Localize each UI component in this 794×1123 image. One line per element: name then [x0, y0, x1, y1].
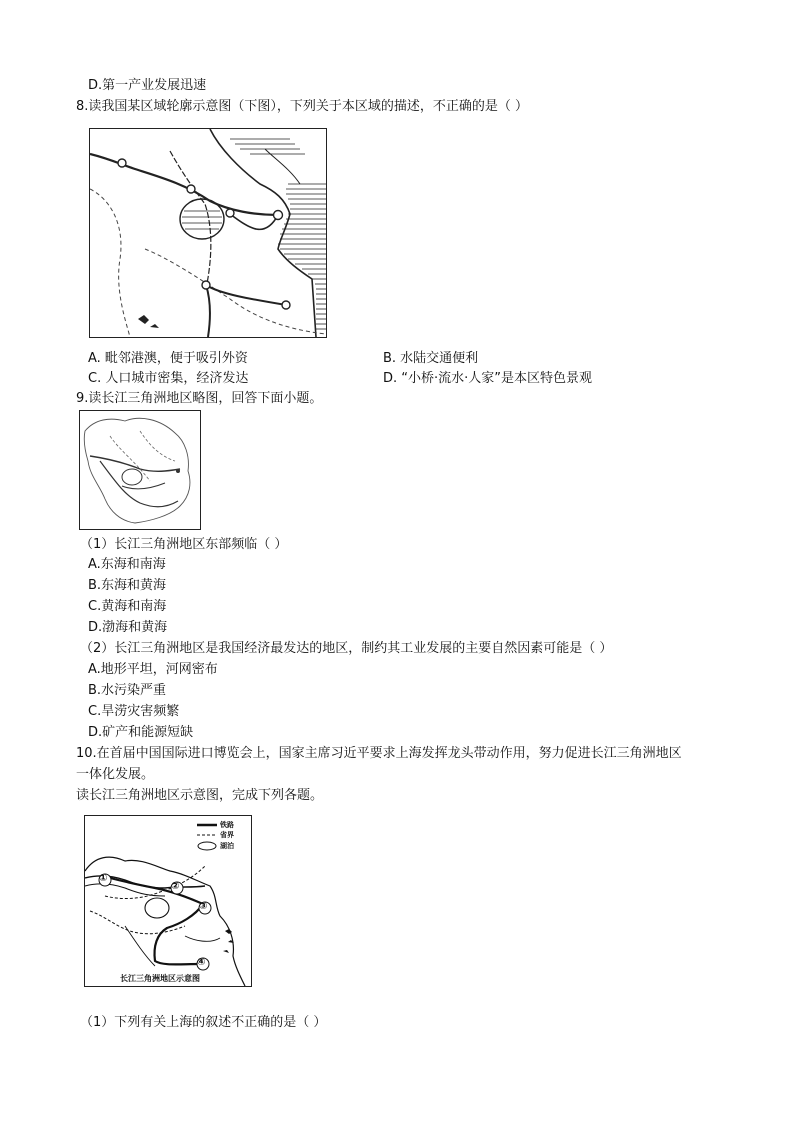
marker-1-label: ①	[99, 873, 108, 884]
q9-sub1-option-a: A.东海和南海	[88, 557, 166, 572]
legend-lake-symbol	[198, 842, 216, 850]
q9-sub1-option-d: D.渤海和黄海	[88, 620, 168, 635]
q9-sub1-option-c: C.黄海和南海	[88, 599, 167, 614]
q9-sub1-stem: （1）长江三角洲地区东部频临（ ）	[80, 537, 288, 552]
q10-delta-map	[84, 815, 252, 987]
q10-stem-line1: 10.在首届中国国际进口博览会上，国家主席习近平要求上海发挥龙头带动作用，努力促进长江三角洲地区	[76, 746, 682, 761]
q9-delta-map	[79, 410, 201, 530]
marker-3-label: ③	[199, 901, 208, 912]
q10-stem-line2: 一体化发展。	[76, 767, 155, 782]
legend-lake-label: 湖泊	[220, 842, 234, 850]
q8-region-map	[89, 128, 327, 338]
q10-sub1-stem: （1）下列有关上海的叙述不正确的是（ ）	[80, 1015, 327, 1030]
legend-boundary-label: 省界	[220, 831, 234, 839]
q9-sub2-option-a: A.地形平坦，河网密布	[88, 662, 218, 677]
q8-option-d: D. “小桥·流水·人家”是本区特色景观	[383, 371, 593, 386]
q9-sub2-stem: （2）长江三角洲地区是我国经济最发达的地区，制约其工业发展的主要自然因素可能是（ ）	[80, 641, 613, 656]
legend-railway-label: 铁路	[220, 821, 234, 829]
q9-stem: 9.读长江三角洲地区略图，回答下面小题。	[76, 391, 323, 406]
q9-sub1-option-b: B.东海和黄海	[88, 578, 167, 593]
marker-4-label: ④	[197, 957, 206, 968]
q7-option-d: D.第一产业发展迅速	[88, 78, 207, 93]
q9-sub2-option-b: B.水污染严重	[88, 683, 167, 698]
q8-option-a: A. 毗邻港澳，便于吸引外资	[88, 351, 248, 366]
q9-sub2-option-d: D.矿产和能源短缺	[88, 725, 194, 740]
q9-sub2-option-c: C.旱涝灾害频繁	[88, 704, 180, 719]
q10-stem-line3: 读长江三角洲地区示意图，完成下列各题。	[76, 788, 324, 803]
q10-map-caption: 长江三角洲地区示意图	[120, 974, 200, 983]
marker-2-label: ②	[171, 881, 180, 892]
q8-stem: 8.读我国某区域轮廓示意图（下图），下列关于本区域的描述，不正确的是（ ）	[76, 99, 529, 114]
q8-option-b: B. 水陆交通便利	[383, 351, 479, 366]
q8-option-c: C. 人口城市密集，经济发达	[88, 371, 249, 386]
